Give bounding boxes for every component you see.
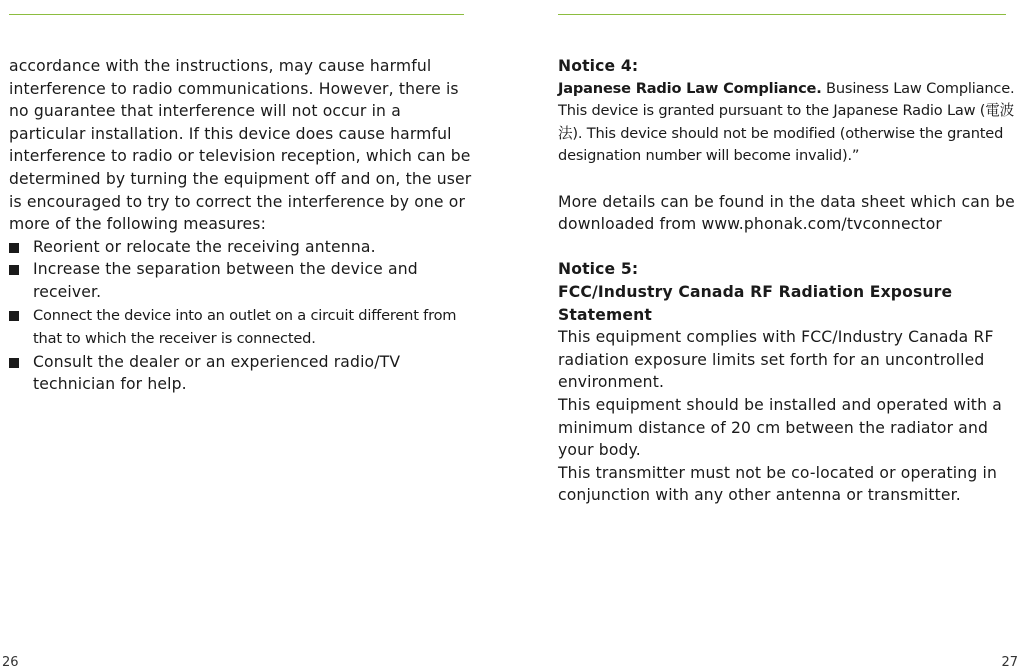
- square-bullet-icon: [9, 243, 19, 253]
- details-paragraph: More details can be found in the data sheet which can be downloaded from www.phonak.com/tvconnector: [558, 192, 1015, 234]
- notice-5-heading: Notice 5:: [558, 260, 639, 279]
- list-item-text: Reorient or relocate the receiving antenna.: [33, 237, 376, 256]
- right-page-column: [558, 55, 1018, 507]
- spacer: [558, 236, 1018, 259]
- fcc-interference-paragraph: accordance with the instructions, may cause harmful interference to radio communications. However, there is no guarantee that interference will not occur in a particular installation. If this device does cause harmful interference to radio or television reception, which can be determined by turning the equipment off and on, the user is encouraged to try to correct the interference by one or more of the following measures:: [9, 57, 472, 234]
- top-rule-right: [558, 14, 1006, 15]
- measures-list: [9, 236, 479, 396]
- notice-5-line: This equipment should be installed and operated with a minimum distance of 20 cm between the radiator and your body.: [558, 395, 1002, 460]
- notice-5-line: This transmitter must not be co-located or operating in conjunction with any other antenna or transmitter.: [558, 463, 997, 505]
- list-item: [9, 258, 479, 303]
- square-bullet-icon: [9, 265, 19, 275]
- list-item: [9, 236, 479, 259]
- notice-4-heading: Notice 4:: [558, 57, 639, 75]
- square-bullet-icon: [9, 311, 19, 321]
- list-item-text: Increase the separation between the device and receiver.: [33, 260, 418, 301]
- notice-4-title: Japanese Radio Law Compliance.: [558, 79, 822, 97]
- notice-4-body: Business Law Compliance. This device is granted pursuant to the Japanese Radio Law (電波法). This device should not be modified (otherwise the granted designation number will become invalid).”: [558, 79, 1015, 165]
- square-bullet-icon: [9, 358, 19, 368]
- notice-5-line: This equipment complies with FCC/Industry Canada RF radiation exposure limits set forth for an uncontrolled environment.: [558, 328, 994, 392]
- list-item-text: Connect the device into an outlet on a circuit different from that to which the receiver is connected.: [33, 306, 457, 348]
- notice-5-title: FCC/Industry Canada RF Radiation Exposure Statement: [558, 282, 953, 324]
- list-item: [9, 351, 479, 396]
- list-item-text: Consult the dealer or an experienced radio/TV technician for help.: [33, 352, 401, 394]
- notice-4-paragraph: [558, 78, 1018, 168]
- page-number-right: 27: [1001, 655, 1018, 670]
- spacer: [558, 168, 1018, 191]
- left-page-column: [9, 55, 479, 396]
- top-rule-left: [9, 14, 464, 15]
- page-number-left: 26: [2, 655, 19, 670]
- list-item: [9, 304, 479, 351]
